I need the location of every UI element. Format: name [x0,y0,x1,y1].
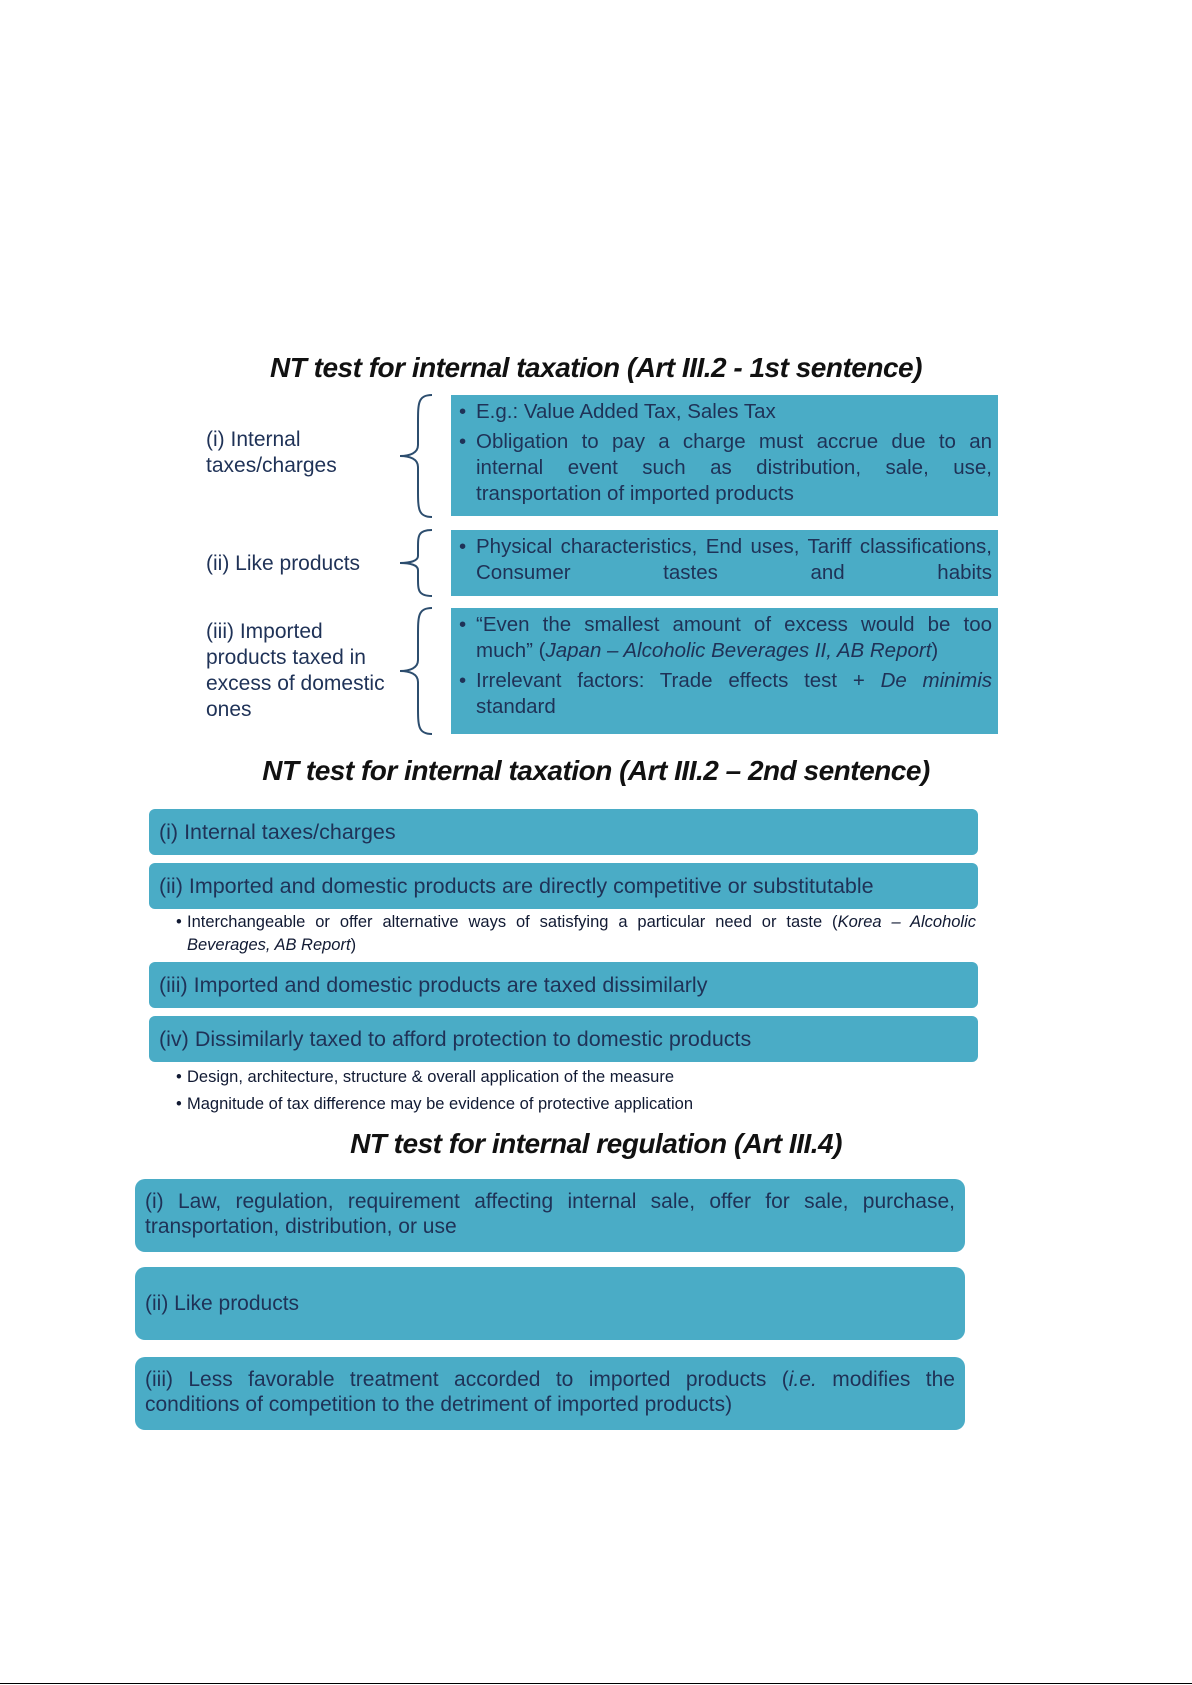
bullet: • Obligation to pay a charge must accrue due to an internal event such as distribution, sale, use, transportation of imported products [459,429,992,507]
text: Irrelevant factors: Trade effects test + [476,669,881,692]
section1-title: NT test for internal taxation (Art III.2 - 1st sentence) [270,352,922,383]
brace-icon [396,606,436,736]
case-citation: Japan – Alcoholic Beverages II, AB Report [545,639,932,662]
text: Interchangeable or offer alternative ways of satisfying a particular need or taste ( [187,913,838,931]
text: ) [350,936,357,954]
row1-box [451,395,998,516]
regulation-box-3 [135,1357,965,1430]
page-bottom-rule [0,1683,1192,1684]
bar-2: (ii) Imported and domestic products are directly competitive or substitutable [149,863,978,909]
brace-icon [396,528,436,598]
emphasis: i.e. [788,1368,817,1391]
bullet [459,612,992,664]
regulation-box-1: (i) Law, regulation, requirement affecting internal sale, offer for sale, purchase, transportation, distribution, or use [135,1179,965,1252]
text: (iii) Less favorable treatment accorded to imported products ( [145,1368,789,1391]
bullet [176,911,976,957]
bar-4: (iv) Dissimilarly taxed to afford protection to domestic products [149,1016,978,1062]
text: ) [931,639,939,662]
text: standard [476,695,556,718]
row3-label: (iii) Imported products taxed in excess of domestic ones [206,620,385,721]
text: “Even the smallest amount of excess would be too much” ( [476,613,992,662]
text: modifies the conditions of competition to the detriment of imported products) [145,1368,955,1416]
bullet: • E.g.: Value Added Tax, Sales Tax [459,399,992,425]
bar-1: (i) Internal taxes/charges [149,809,978,855]
section2-title: NT test for internal taxation (Art III.2 – 2nd sentence) [262,755,930,786]
bar-3: (iii) Imported and domestic products are taxed dissimilarly [149,962,978,1008]
section3-title: NT test for internal regulation (Art III.4) [350,1128,842,1159]
row1-label: (i) Internal taxes/charges [206,428,337,477]
row3-box [451,608,998,734]
regulation-box-2: (ii) Like products [135,1267,965,1340]
row2-label: (ii) Like products [206,552,361,575]
bullet: • Physical characteristics, End uses, Tariff classifications, Consumer tastes and habits [459,534,992,586]
case-citation: Korea – Alcoholic Beverages, AB Report [187,913,977,954]
emphasis: De minimis [880,669,992,692]
bar-4-notes [176,1064,976,1118]
row2-box [451,530,998,596]
bar-2-notes [176,911,976,957]
brace-icon [396,393,436,519]
bullet [459,668,992,720]
bullet: • Magnitude of tax difference may be evidence of protective application [176,1091,976,1118]
bullet: • Design, architecture, structure & overall application of the measure [176,1064,976,1091]
